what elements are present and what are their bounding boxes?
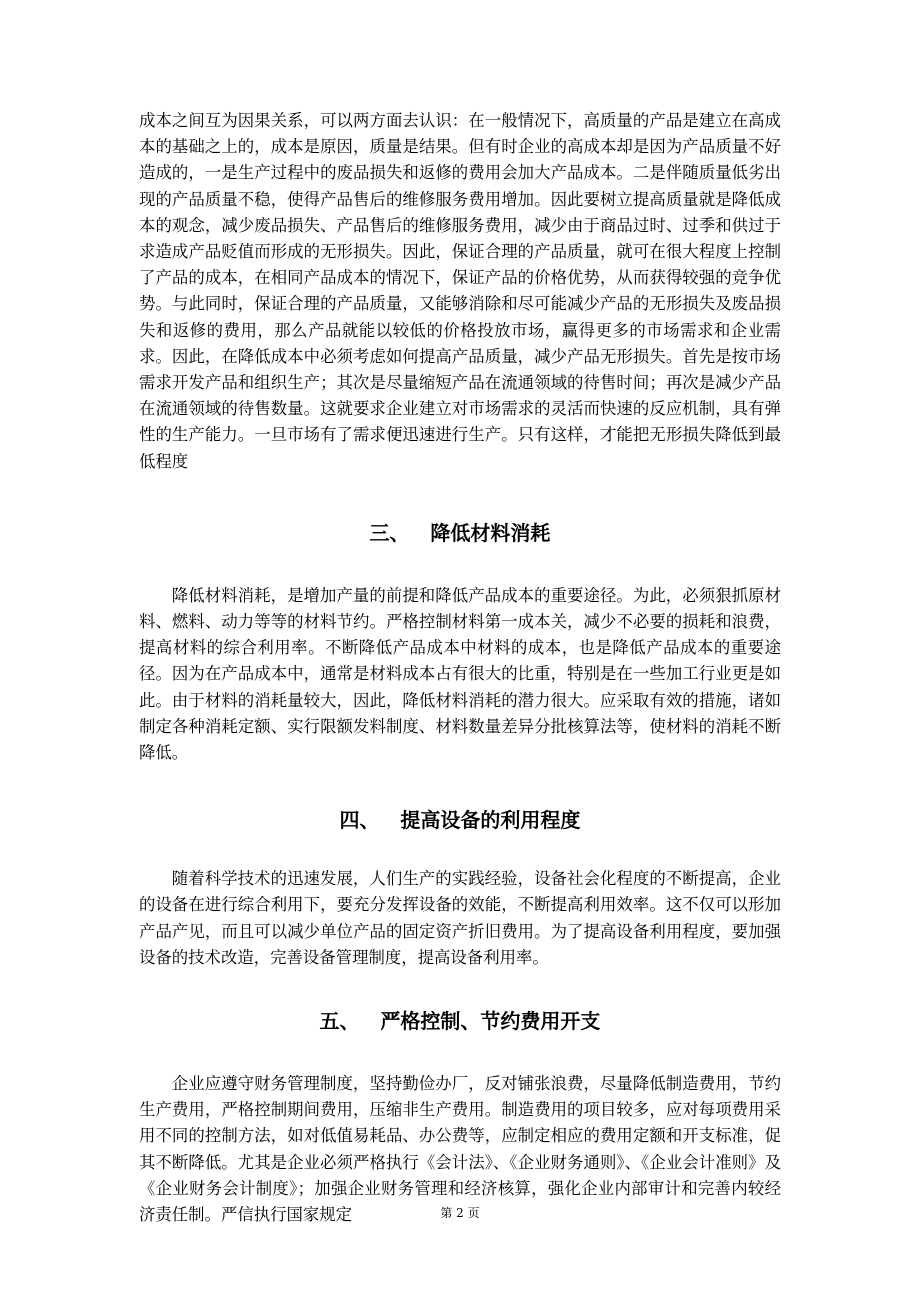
- document-body: [139, 108, 781, 1228]
- section-heading-reduce-material: 三、 降低材料消耗: [369, 520, 551, 545]
- page-number-footer: 第 2 页: [440, 1206, 480, 1220]
- paragraph-quality-cost: 成本之间互为因果关系，可以两方面去认识：在一般情况下，高质量的产品是建立在高成本的基础之上的，成本是原因，质量是结果。但有时企业的高成本却是因为产品质量不好造成的，一是生产过程中的废品损失和返修的费用会加大产品成本。二是伴随质量低劣出现的产品质量不稳，使得产品售后的维修服务费用增加。因此要树立提高质量就是降低成本的观念，减少废品损失、产品售后的维修服务费用，减少由于商品过时、过季和供过于求造成产品贬值而形成的无形损失。因此，保证合理的产品质量，就可在很大程度上控制了产品的成本，在相同产品成本的情况下，保证产品的价格优势，从而获得较强的竞争优势。与此同时，保证合理的产品质量，又能够消除和尽可能减少产品的无形损失及废品损失和返修的费用，那么产品就能以较低的价格投放市场，赢得更多的市场需求和企业需求。因此，在降低成本中必须考虑如何提高产品质量，减少产品无形损失。首先是按市场需求开发产品和组织生产；其次是尽量缩短产品在流通领域的待售时间；再次是减少产品在流通领域的待售数量。这就要求企业建立对市场需求的灵活而快速的反应机制，具有弹性的生产能力。一旦市场有了需求便迅速进行生产。只有这样，才能把无形损失降低到最低程度: [139, 111, 781, 471]
- paragraph-equipment-utilization: 随着科学技术的迅速发展，人们生产的实践经验，设备社会化程度的不断提高，企业的设备在进行综合利用下，要充分发挥设备的效能，不断提高利用效率。这不仅可以形加产品产见，而且可以减少单位产品的固定资产折旧费用。为了提高设备利用程度，要加强设备的技术改造，完善设备管理制度，提高设备利用率。: [139, 869, 781, 967]
- paragraph-control-expenses: 企业应遵守财务管理制度，坚持勤俭办厂，反对铺张浪费，尽量降低制造费用，节约生产费用，严格控制期间费用，压缩非生产费用。制造费用的项目较多，应对每项费用采用不同的控制方法，如对低值易耗品、办公费等，应制定相应的费用定额和开支标准，促其不断降低。尤其是企业必须严格执行《会计法》、《企业财务通则》、《企业会计准则》及《企业财务会计制度》；加强企业财务管理和经济核算，强化企业内部审计和完善内较经济责任制。严信执行国家规定: [139, 1074, 781, 1225]
- section-heading-control-expenses: 五、 严格控制、节约费用开支: [319, 1009, 601, 1034]
- section-heading-equipment-utilization: 四、 提高设备的利用程度: [339, 808, 581, 833]
- paragraph-reduce-material: 降低材料消耗，是增加产量的前提和降低产品成本的重要途径。为此，必须狠抓原材料、燃料、动力等等的材料节约。严格控制材料第一成本关，减少不必要的损耗和浪费，提高材料的综合利用率。不断降低产品成本中材料的成本，也是降低产品成本的重要途径。因为在产品成本中，通常是材料成本占有很大的比重，特别是在一些加工行业更是如此。由于材料的消耗量较大，因此，降低材料消耗的潜力很大。应采取有效的措施，诸如制定各种消耗定额、实行限额发料制度、材料数量差异分批核算法等，使材料的消耗不断降低。: [139, 585, 781, 763]
